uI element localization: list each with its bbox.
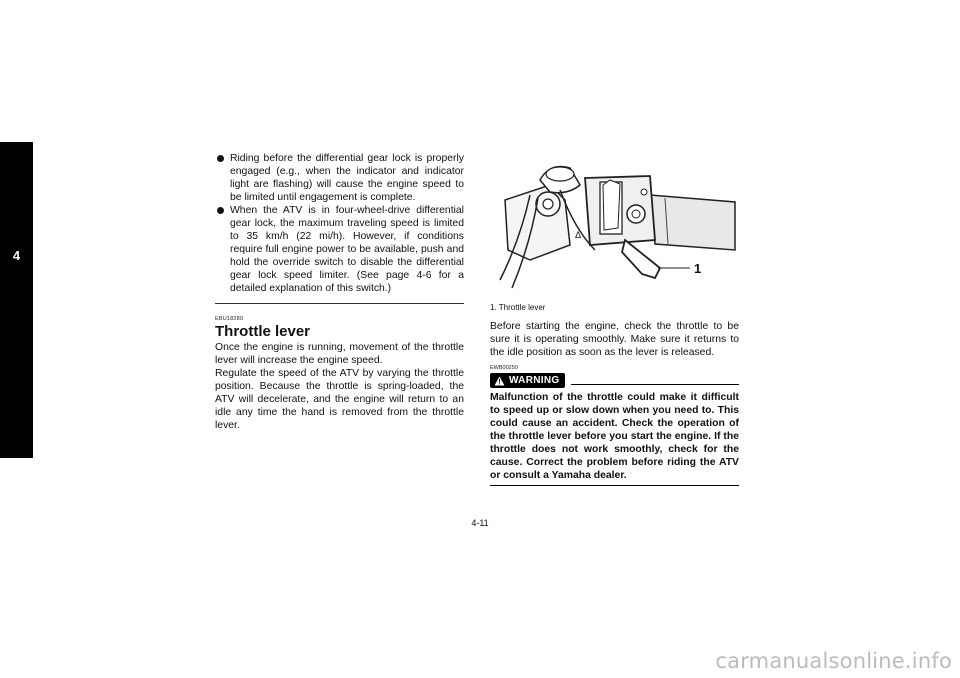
bullet-item [215, 152, 464, 204]
section-divider [215, 303, 464, 304]
bullet-item [215, 204, 464, 295]
throttle-lever-illustration [490, 140, 739, 290]
section-heading: Throttle lever [215, 323, 311, 340]
chapter-tab-number: 4 [12, 248, 21, 263]
bullet-dot-icon [217, 207, 224, 214]
svg-text:Δ: Δ [575, 231, 582, 241]
warning-triangle-icon [494, 376, 505, 386]
bullet-text: Riding before the differential gear lock is properly engaged (e.g., when the indicator and indicator light are flashing) will cause the engine speed to be limited until engagement is complete. [230, 153, 464, 203]
right-column [490, 140, 739, 486]
warning-badge [490, 373, 565, 388]
figure-caption: 1. Throttle lever [490, 303, 546, 312]
chapter-tab [0, 142, 33, 458]
section-code: EBU18280 [215, 316, 244, 322]
left-column [215, 152, 464, 432]
page-number: 4-11 [471, 518, 489, 528]
throttle-lever-figure [490, 140, 739, 290]
paragraph: Before starting the engine, check the throttle to be sure it is operating smoothly. Make sure it returns to the idle position as soon as the lever is released. [490, 321, 739, 358]
warning-text: Malfunction of the throttle could make it difficult to speed up or slow down when you need to. This could cause an accident. Check the operation of the throttle lever before you start the engine. If the throttle does not work smoothly, check for the cause. Correct the problem before riding the ATV or consult a Yamaha dealer. [490, 392, 739, 481]
bullet-dot-icon [217, 155, 224, 162]
figure-callout-number: 1 [694, 261, 702, 276]
warning-code: EWB00250 [490, 365, 518, 371]
watermark: carmanualsonline.info [715, 649, 952, 673]
paragraph: Once the engine is running, movement of the throttle lever will increase the engine speed. [215, 342, 464, 366]
warning-header [490, 373, 739, 388]
warning-rule [571, 384, 739, 385]
warning-end-rule [490, 485, 739, 486]
bullet-text: When the ATV is in four-wheel-drive differential gear lock, the maximum traveling speed is limited to 35 km/h (22 mi/h). However, if conditions require full engine power to be available, push and hold the override switch to disable the differential gear lock speed limiter. (See page 4-6 for a detailed explanation of this switch.) [230, 205, 464, 294]
paragraph: Regulate the speed of the ATV by varying the throttle position. Because the throttle is spring-loaded, the ATV will decelerate, and the engine will return to an idle any time the hand is removed from the throttle lever. [215, 368, 464, 431]
warning-label: WARNING [509, 375, 560, 386]
